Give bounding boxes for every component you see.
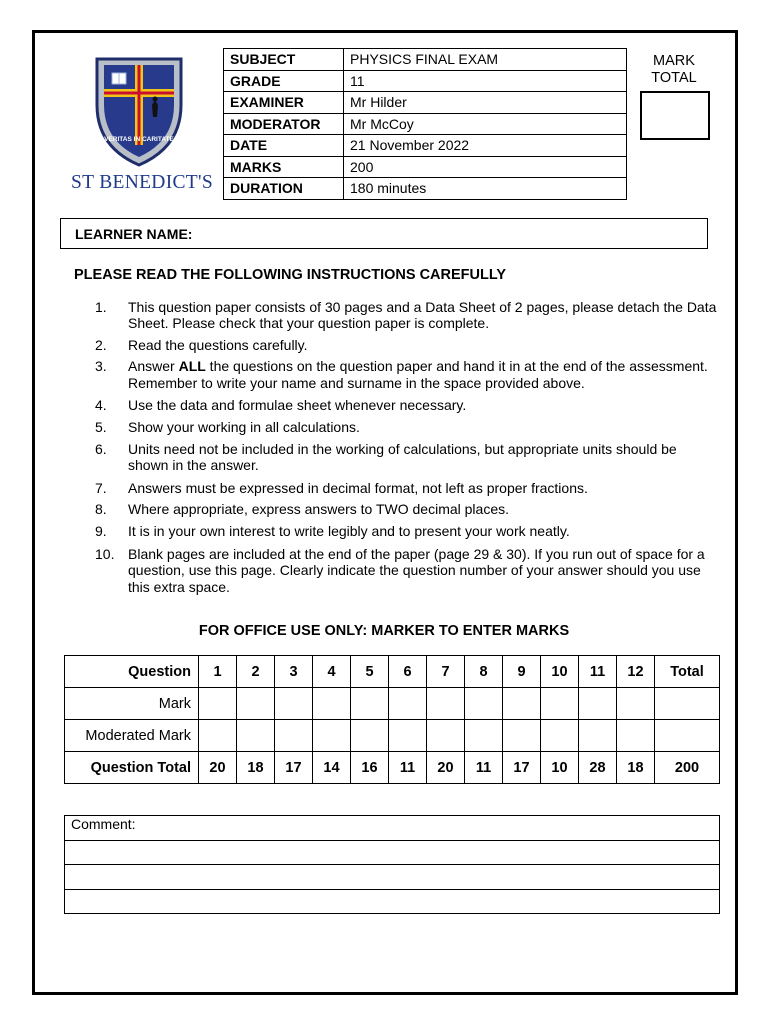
mark-cell[interactable] xyxy=(237,688,275,720)
comment-box[interactable] xyxy=(64,815,720,914)
exam-info-label: DATE xyxy=(224,135,344,157)
instruction-item xyxy=(95,397,720,413)
exam-info-value: 11 xyxy=(344,70,627,92)
question-number: 11 xyxy=(579,656,617,688)
school-name: ST BENEDICT'S xyxy=(71,172,213,193)
exam-info-label: GRADE xyxy=(224,70,344,92)
exam-info-value: 180 minutes xyxy=(344,178,627,200)
instruction-number: 5. xyxy=(95,419,107,436)
instruction-text: Read the questions carefully. xyxy=(128,336,308,353)
instruction-item xyxy=(95,337,720,353)
instruction-number: 9. xyxy=(95,523,107,540)
exam-info-label: MARKS xyxy=(224,156,344,178)
instruction-item xyxy=(95,501,720,517)
question-number: 6 xyxy=(389,656,427,688)
exam-info-row xyxy=(224,113,627,135)
mark-row xyxy=(65,688,720,720)
question-header-label: Question xyxy=(65,656,199,688)
mark-cell[interactable] xyxy=(465,688,503,720)
moderated-mark-cell[interactable] xyxy=(351,720,389,752)
mark-cell[interactable] xyxy=(389,688,427,720)
learner-name-field[interactable] xyxy=(60,218,708,249)
instruction-number: 6. xyxy=(95,440,107,457)
question-number: 10 xyxy=(541,656,579,688)
exam-info-value: PHYSICS FINAL EXAM xyxy=(344,49,627,71)
moderated-mark-cell[interactable] xyxy=(617,720,655,752)
exam-info-row xyxy=(224,70,627,92)
exam-info-row xyxy=(224,135,627,157)
exam-info-value: Mr Hilder xyxy=(344,92,627,114)
question-total-value: 10 xyxy=(541,752,579,784)
instruction-text: Units need not be included in the working of calculations, but appropriate units should be shown in the answer. xyxy=(128,440,677,474)
total-header: Total xyxy=(655,656,720,688)
mark-cell[interactable] xyxy=(579,688,617,720)
question-total-value: 18 xyxy=(237,752,275,784)
instructions-list xyxy=(95,299,720,595)
instruction-text: Where appropriate, express answers to TWO decimal places. xyxy=(128,501,510,518)
question-total-value: 14 xyxy=(313,752,351,784)
question-number: 12 xyxy=(617,656,655,688)
question-total-value: 20 xyxy=(427,752,465,784)
instruction-item xyxy=(95,441,720,474)
office-use-heading: FOR OFFICE USE ONLY: MARKER TO ENTER MARKS xyxy=(198,623,570,639)
mark-row-label: Mark xyxy=(65,688,199,720)
instruction-item xyxy=(95,523,720,539)
instruction-text: Blank pages are included at the end of the paper (page 29 & 30). If you run out of space for a question, use this page. Clearly indicate the question number of your answer should you use this extra space. xyxy=(128,545,705,595)
grand-total-value: 200 xyxy=(655,752,720,784)
instruction-number: 8. xyxy=(95,501,107,518)
instruction-item xyxy=(95,546,720,595)
moderated-mark-cell[interactable] xyxy=(389,720,427,752)
instruction-item xyxy=(95,419,720,435)
moderated-mark-cell[interactable] xyxy=(503,720,541,752)
moderated-mark-cell[interactable] xyxy=(275,720,313,752)
question-number: 8 xyxy=(465,656,503,688)
instruction-emphasis: ALL xyxy=(178,358,206,375)
mark-cell[interactable] xyxy=(199,688,237,720)
instruction-number: 3. xyxy=(95,358,107,375)
mark-total-label: MARK TOTAL xyxy=(651,53,697,86)
moderated-mark-cell[interactable] xyxy=(465,720,503,752)
instruction-number: 10. xyxy=(95,545,115,562)
question-total-value: 17 xyxy=(275,752,313,784)
question-number: 4 xyxy=(313,656,351,688)
question-number: 5 xyxy=(351,656,389,688)
moderated-mark-cell[interactable] xyxy=(541,720,579,752)
question-number: 9 xyxy=(503,656,541,688)
instruction-text: It is in your own interest to write legibly and to present your work neatly. xyxy=(128,523,570,540)
marks-table xyxy=(64,655,720,784)
exam-info-row xyxy=(224,49,627,71)
moderated-mark-cell[interactable] xyxy=(579,720,617,752)
question-total-value: 17 xyxy=(503,752,541,784)
exam-info-label: MODERATOR xyxy=(224,113,344,135)
mark-cell[interactable] xyxy=(541,688,579,720)
question-number: 3 xyxy=(275,656,313,688)
comment-label: Comment: xyxy=(65,816,720,841)
question-number: 7 xyxy=(427,656,465,688)
comment-line[interactable] xyxy=(65,889,720,914)
question-number: 2 xyxy=(237,656,275,688)
instruction-text: This question paper consists of 30 pages and a Data Sheet of 2 pages, please detach the Data Sheet. Please check that your question paper is complete. xyxy=(128,299,717,332)
moderated-total-cell[interactable] xyxy=(655,720,720,752)
question-total-label: Question Total xyxy=(65,752,199,784)
moderated-mark-label: Moderated Mark xyxy=(65,720,199,752)
exam-info-value: 200 xyxy=(344,156,627,178)
question-number: 1 xyxy=(199,656,237,688)
learner-name-label: LEARNER NAME: xyxy=(75,226,193,242)
exam-info-row xyxy=(224,92,627,114)
mark-total-cell[interactable] xyxy=(655,688,720,720)
exam-info-row xyxy=(224,178,627,200)
moderated-mark-row xyxy=(65,720,720,752)
instruction-number: 1. xyxy=(95,299,107,315)
instruction-number: 4. xyxy=(95,397,107,414)
comment-line[interactable] xyxy=(65,840,720,865)
exam-info-row xyxy=(224,156,627,178)
instruction-number: 2. xyxy=(95,336,107,353)
question-total-value: 16 xyxy=(351,752,389,784)
exam-info-table xyxy=(223,48,627,200)
moderated-mark-cell[interactable] xyxy=(427,720,465,752)
instructions-heading: PLEASE READ THE FOLLOWING INSTRUCTIONS CAREFULLY xyxy=(74,267,507,283)
exam-info-value: Mr McCoy xyxy=(344,113,627,135)
marks-header-row xyxy=(65,656,720,688)
exam-info-label: SUBJECT xyxy=(224,49,344,71)
question-total-value: 18 xyxy=(617,752,655,784)
instruction-text: Answers must be expressed in decimal format, not left as proper fractions. xyxy=(128,479,588,496)
mark-cell[interactable] xyxy=(617,688,655,720)
exam-info-label: DURATION xyxy=(224,178,344,200)
instruction-text: Use the data and formulae sheet whenever necessary. xyxy=(128,397,467,414)
crest-motto: VERITAS IN CARITATE xyxy=(104,136,174,143)
mark-cell[interactable] xyxy=(427,688,465,720)
question-total-value: 20 xyxy=(199,752,237,784)
question-total-value: 28 xyxy=(579,752,617,784)
moderated-mark-cell[interactable] xyxy=(237,720,275,752)
instruction-item xyxy=(95,299,720,332)
instruction-number: 7. xyxy=(95,479,107,496)
mark-cell[interactable] xyxy=(503,688,541,720)
instruction-item xyxy=(95,358,720,391)
question-total-value: 11 xyxy=(389,752,427,784)
comment-line[interactable] xyxy=(65,865,720,890)
question-total-value: 11 xyxy=(465,752,503,784)
school-crest-logo xyxy=(95,55,183,167)
instruction-text: Show your working in all calculations. xyxy=(128,419,360,436)
mark-cell[interactable] xyxy=(351,688,389,720)
instruction-text: the questions on the question paper and hand it in at the end of the assessment. Remember to write your name and surname in the space provided above. xyxy=(128,358,708,391)
question-total-row xyxy=(65,752,720,784)
mark-cell[interactable] xyxy=(275,688,313,720)
instruction-item xyxy=(95,480,720,496)
mark-cell[interactable] xyxy=(313,688,351,720)
exam-info-value: 21 November 2022 xyxy=(344,135,627,157)
instruction-text: Answer xyxy=(128,358,179,375)
exam-info-label: EXAMINER xyxy=(224,92,344,114)
mark-total-box[interactable] xyxy=(640,91,710,140)
moderated-mark-cell[interactable] xyxy=(313,720,351,752)
moderated-mark-cell[interactable] xyxy=(199,720,237,752)
